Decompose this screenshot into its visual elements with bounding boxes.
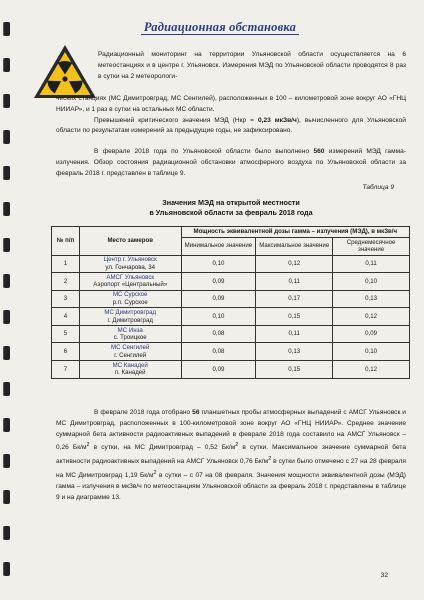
header-max: Максимальное значение <box>256 237 333 255</box>
row-number: 4 <box>52 308 80 326</box>
row-min: 0,10 <box>181 255 256 273</box>
row-place: АМСГ Ульяновск Аэропорт «Центральный» <box>79 273 181 291</box>
table-row <box>52 273 410 291</box>
page-number: 32 <box>380 572 388 579</box>
fallout-paragraph: В феврале 2018 года отобрано 56 планшетных пробы атмосферных выпадений с АМСГ Ульяновск и МС Димитровград, расположенных в 100-километровой зоне вокруг АО «ГНЦ НИИАР». Среднее значение суммарной бета активности радиоактивных выпадений в феврале 2018 года составило на АМСГ Ульяновск – 0,26 $Бк/м^2$ в сутки, на МС Димитровград – 0,52 $Бк/м^2$ в сутки. Максимальное значение суммарной бета активности радиоактивных выпадений на АМСГ Ульяновск 0,76 $Бк/м^2$ в сутки было отмечено с 27 на 28 февраля на МС Димитровград 1,19 $Бк/м^2$ в сутки – с 07 на 08 февраля. Значения мощности эквивалентной дозы (МЭД) гамма – излучения в мкЗв/ч по метеостанциям Ульяновской области за февраль 2018 г. представлены в таблице 9 и на диаграмме 13. <box>56 409 406 502</box>
document-page <box>16 0 424 600</box>
row-number: 1 <box>52 255 80 273</box>
row-place: МС Канадей п. Канадей <box>79 361 181 379</box>
row-avg: 0,10 <box>333 273 410 291</box>
row-max: 0,13 <box>256 343 333 361</box>
row-avg: 0,10 <box>333 343 410 361</box>
header-place: Место замеров <box>79 227 181 256</box>
row-place: МС Сурское р.п. Сурское <box>79 290 181 308</box>
row-avg: 0,12 <box>333 361 410 379</box>
row-avg: 0,09 <box>333 325 410 343</box>
row-avg: 0,13 <box>333 290 410 308</box>
row-min: 0,10 <box>181 308 256 326</box>
row-max: 0,15 <box>256 361 333 379</box>
header-dose-group: Мощность эквивалентной дозы гамма – излучения (МЭД), в мкЗв/ч <box>181 227 409 238</box>
table-label: Таблица 9 <box>362 184 394 191</box>
radiation-hazard-icon <box>32 43 98 101</box>
row-min: 0,09 <box>181 273 256 291</box>
intro-paragraph: Радиационный мониторинг на территории Ульяновской области осуществляется на 6 метеостанциях и в центре г. Ульяновск. Измерения МЭД по Ульяновской области проводятся 8 раз в сутки на 2 метеорологи- <box>98 51 406 80</box>
row-number: 7 <box>52 361 80 379</box>
row-number: 5 <box>52 325 80 343</box>
row-min: 0,08 <box>181 343 256 361</box>
header-num: № п/п <box>52 227 80 256</box>
table-row <box>52 255 410 273</box>
row-place: МС Димитровград г. Димитровград <box>79 308 181 326</box>
row-min: 0,08 <box>181 325 256 343</box>
header-avg: Среднемесячное значение <box>333 237 410 255</box>
row-max: 0,17 <box>256 290 333 308</box>
row-min: 0,09 <box>181 290 256 308</box>
table-row <box>52 325 410 343</box>
row-avg: 0,11 <box>333 255 410 273</box>
dose-rate-table <box>51 226 410 379</box>
sample-count: 56 <box>192 409 200 416</box>
row-max: 0,12 <box>256 255 333 273</box>
table-row <box>52 343 410 361</box>
header-min: Минимальное значение <box>181 237 256 255</box>
row-avg: 0,12 <box>333 308 410 326</box>
intro-paragraph-continued: ческих станциях (МС Димитровград, МС Сенгилей), расположенных в 100 – километровой зоне вокруг АО «ГНЦ НИИАР», и 1 раз в сутки на остальных МС области. Превышений критического значения МЭД (Нкр = 0,23 мкЗв/ч), вычисленного для Ульяновской области по результатам измерений за предыдущие годы, не зафиксировано. <box>56 95 406 135</box>
row-place: Центр г. Ульяновск ул. Гончарова, 34 <box>79 255 181 273</box>
table-caption: Значения МЭД на открытой местности в Ульяновской области за февраль 2018 года <box>149 198 313 217</box>
critical-value: 0,23 мкЗв/ч <box>257 116 297 124</box>
row-max: 0,11 <box>256 273 333 291</box>
row-number: 2 <box>52 273 80 291</box>
row-place: МС Сенгилей г. Сенгилей <box>79 343 181 361</box>
page-title: Радиационная обстановка <box>16 20 424 35</box>
table-row <box>52 308 410 326</box>
row-max: 0,11 <box>256 325 333 343</box>
february-summary-paragraph: В феврале 2018 года по Ульяновской области было выполнено 560 измерений МЭД гамма-излучения. Обзор состояния радиационной обстановки атмосферного воздуха по Ульяновской области за февраль 2018 г. представлен в таблице 9. <box>56 148 406 177</box>
row-min: 0,09 <box>181 361 256 379</box>
row-number: 6 <box>52 343 80 361</box>
measurement-count: 560 <box>313 148 325 155</box>
row-place: МС Инза с. Троицкое <box>79 325 181 343</box>
row-number: 3 <box>52 290 80 308</box>
table-row <box>52 361 410 379</box>
table-row <box>52 290 410 308</box>
binder-holes <box>0 0 16 600</box>
row-max: 0,15 <box>256 308 333 326</box>
